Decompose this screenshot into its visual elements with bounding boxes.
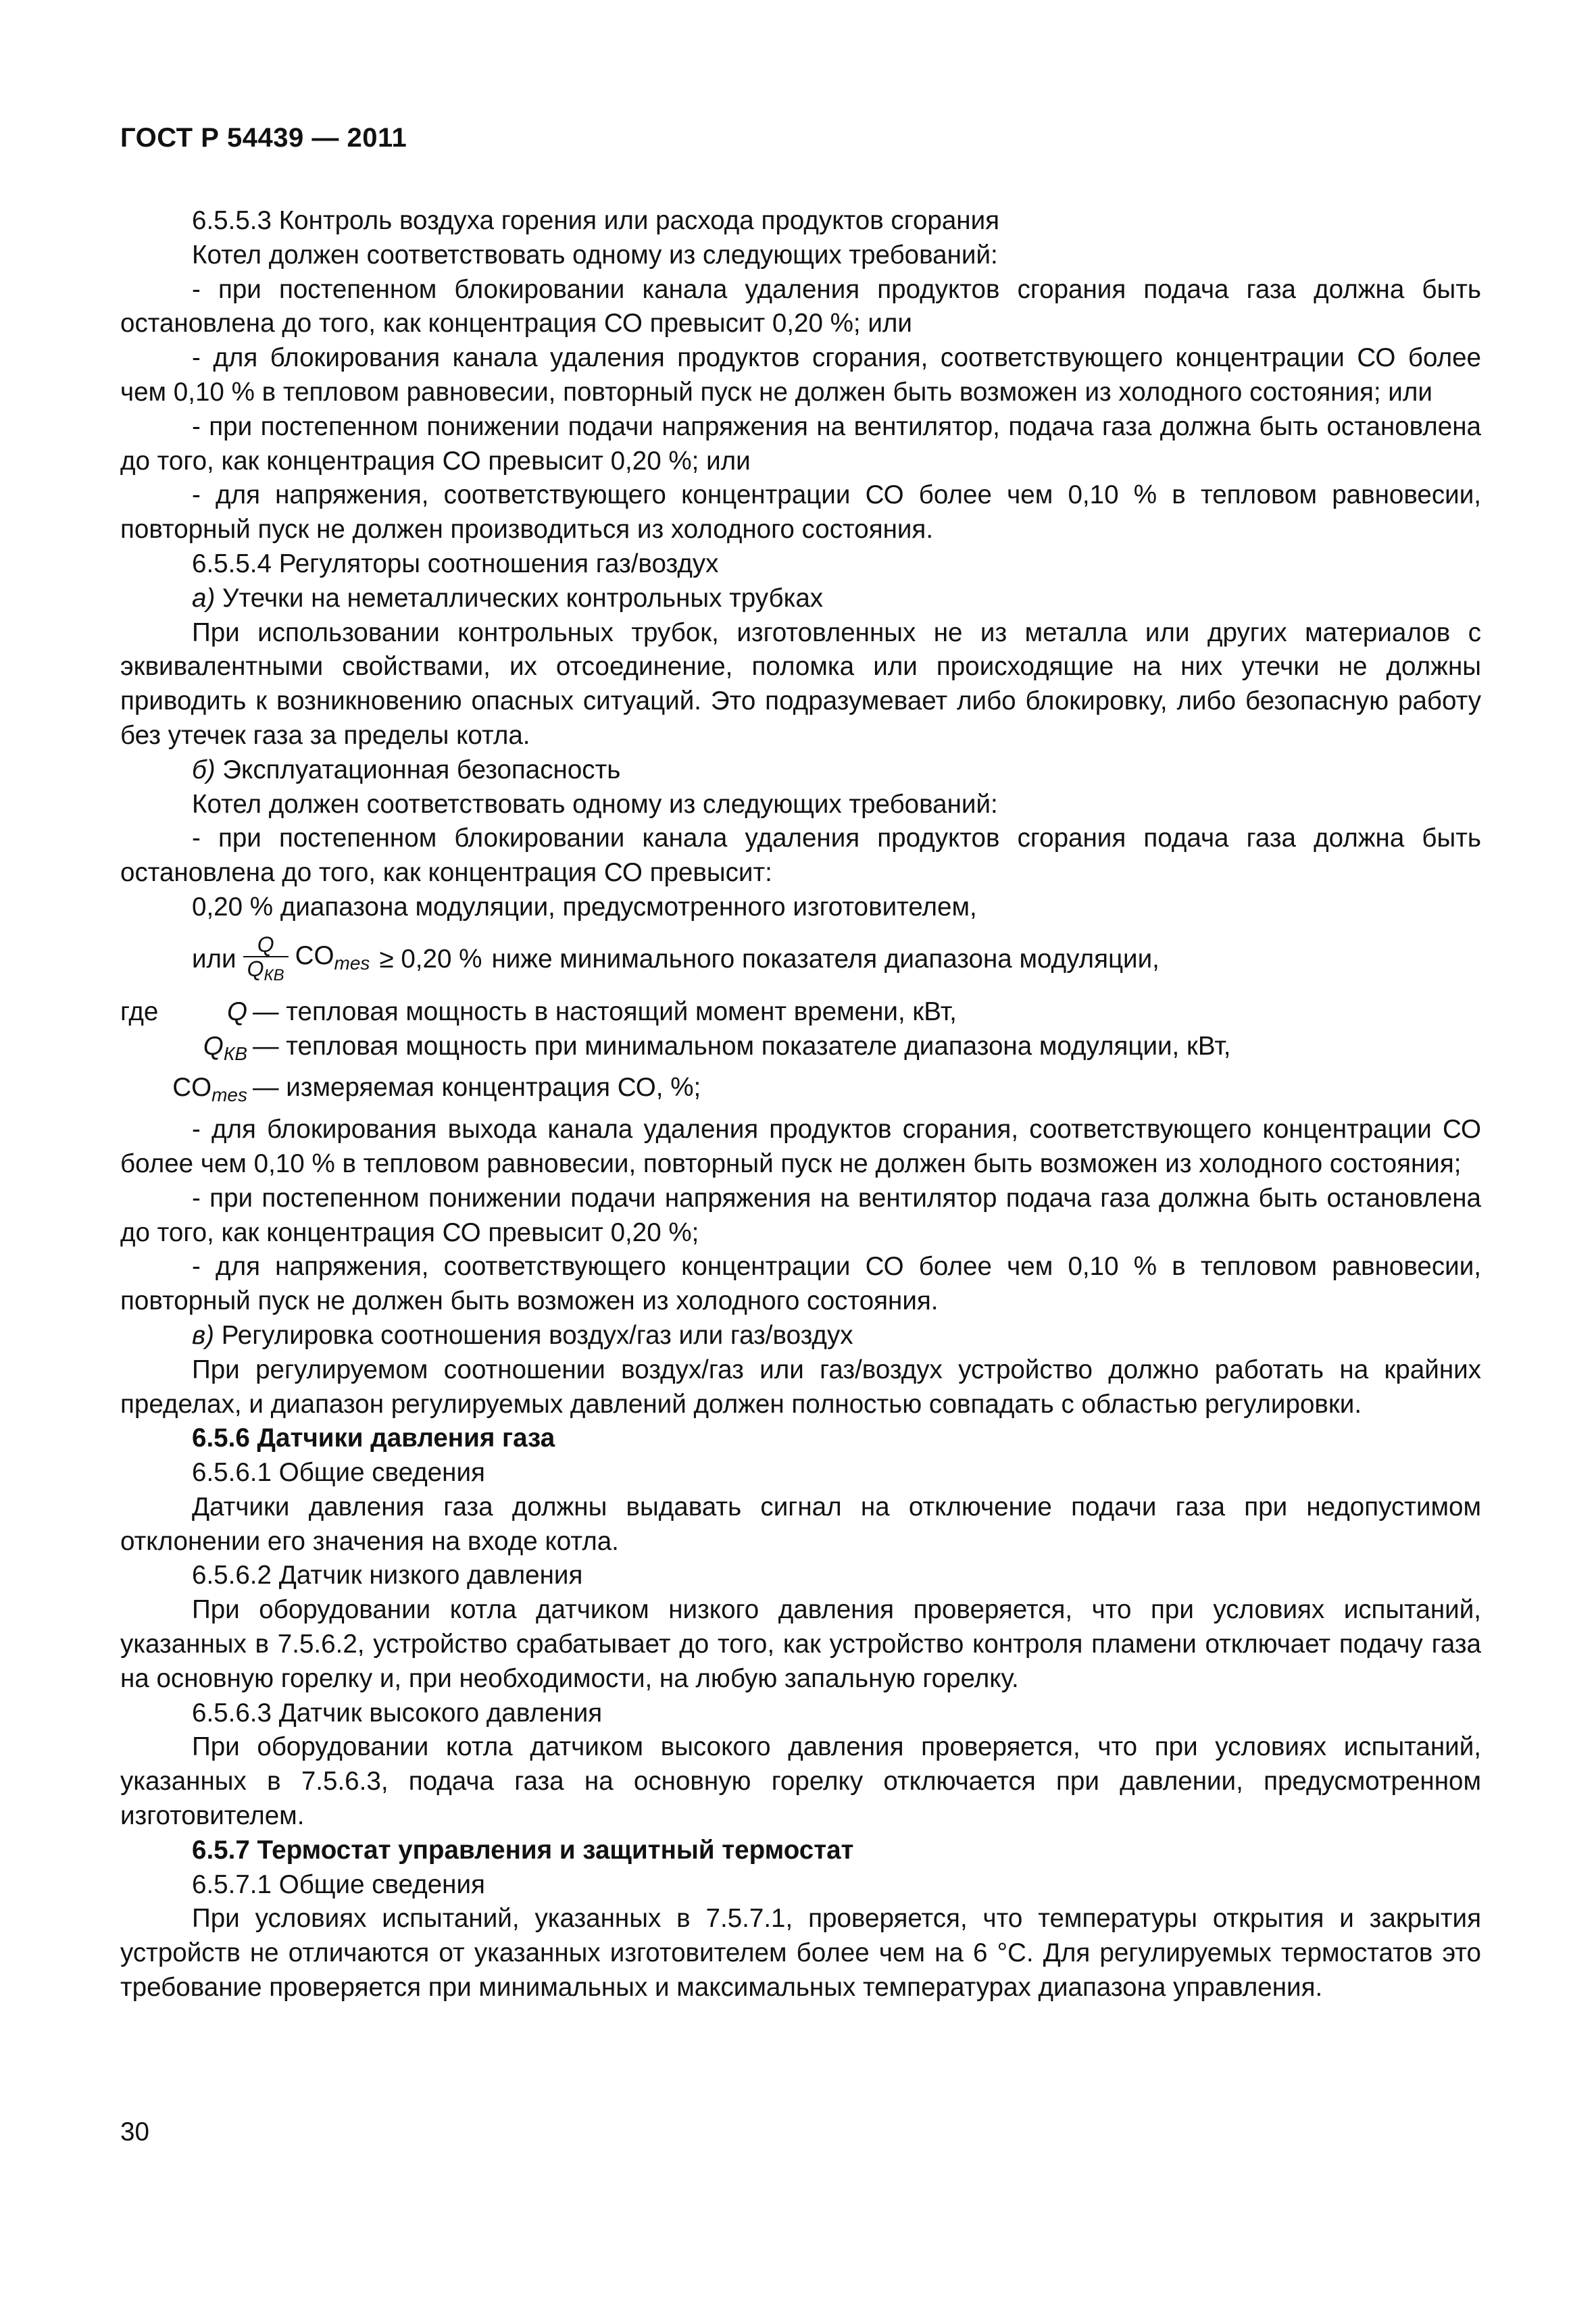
list-item: - при постепенном понижении подачи напряжения на вентилятор, подача газа должна быть остановлена до того, как концентрация СО превысит 0,20 %; или bbox=[120, 411, 1481, 476]
subclause-heading: б) Эксплуатационная безопасность bbox=[192, 755, 621, 784]
formula-prefix: или bbox=[192, 945, 236, 974]
definition-symbol: $CO_{mes}$ bbox=[172, 1073, 247, 1106]
subclause-marker: в) bbox=[192, 1320, 214, 1350]
paragraph: При использовании контрольных трубок, изготовленных не из металла или других материалов с эквивалентными свойствами, их отсоединение, поломка или происходящие на них утечки не должны приводить к возникновению опасных ситуаций. Это подразумевает либо блокировку, либо безопасную работу без утечек газа за пределы котла. bbox=[120, 618, 1481, 750]
paragraph: 0,20 % диапазона модуляции, предусмотренного изготовителем, bbox=[192, 892, 977, 922]
document-header: ГОСТ Р 54439 — 2011 bbox=[120, 123, 407, 153]
section-heading: 6.5.7 Термостат управления и защитный термостат bbox=[192, 1835, 854, 1865]
list-item: - для напряжения, соответствующего концентрации СО более чем 0,10 % в тепловом равновесии, повторный пуск не должен быть возможен из холодного состояния. bbox=[120, 1252, 1481, 1316]
definition-text: — тепловая мощность при минимальном показателе диапазона модуляции, кВт, bbox=[253, 1031, 1231, 1061]
clause-heading: 6.5.6.2 Датчик низкого давления bbox=[192, 1561, 583, 1590]
section-heading: 6.5.6 Датчики давления газа bbox=[192, 1424, 555, 1453]
clause-heading: 6.5.5.4 Регуляторы соотношения газ/воздух bbox=[192, 549, 719, 578]
formula-co: $CO_{mes}$ bbox=[295, 940, 370, 974]
list-item: - для напряжения, соответствующего концентрации СО более чем 0,10 % в тепловом равновесии, повторный пуск не должен производиться из холодного состояния. bbox=[120, 480, 1481, 545]
paragraph: Котел должен соответствовать одному из следующих требований: bbox=[192, 789, 998, 819]
fraction-denominator: $Q_{КВ}$ bbox=[243, 956, 289, 987]
subclause-heading: в) Регулировка соотношения воздух/газ или газ/воздух bbox=[192, 1320, 853, 1350]
page-number: 30 bbox=[120, 2117, 149, 2146]
paragraph: При регулируемом соотношении воздух/газ или газ/воздух устройство должно работать на крайних пределах, и диапазон регулируемых давлений должен полностью совпадать с областью регулировки. bbox=[120, 1355, 1481, 1419]
list-item: - при постепенном понижении подачи напряжения на вентилятор подача газа должна быть остановлена до того, как концентрация СО превысит 0,20 %; bbox=[120, 1183, 1481, 1247]
fraction bbox=[243, 933, 289, 987]
clause-heading: 6.5.5.3 Контроль воздуха горения или расхода продуктов сгорания bbox=[192, 206, 1000, 235]
subclause-marker: а) bbox=[192, 583, 216, 613]
paragraph: При оборудовании котла датчиком высокого давления проверяется, что при условиях испытаний, указанных в 7.5.6.3, подача газа на основную горелку отключается при давлении, предусмотренном изготовителем. bbox=[120, 1732, 1481, 1831]
list-item: - при постепенном блокировании канала удаления продуктов сгорания подача газа должна быть остановлена до того, как концентрация СО превысит: bbox=[120, 824, 1481, 888]
document-body bbox=[120, 204, 1481, 2005]
paragraph: При условиях испытаний, указанных в 7.5.7.1, проверяется, что температуры открытия и закрытия устройств не отличаются от указанных изготовителем более чем на 6 °С. Для регулируемых термостатов это требование проверяется при минимальных и максимальных температурах диапазона управления. bbox=[120, 1904, 1481, 2003]
list-item: - для блокирования выхода канала удаления продуктов сгорания, соответствующего концентрации СО более чем 0,10 % в тепловом равновесии, повторный пуск не должен быть возможен из холодного состояния; bbox=[120, 1115, 1481, 1178]
subclause-heading: а) Утечки на неметаллических контрольных трубках bbox=[192, 583, 824, 613]
formula bbox=[120, 928, 1481, 992]
list-item: - для блокирования канала удаления продуктов сгорания, соответствующего концентрации СО более чем 0,10 % в тепловом равновесии, повторный пуск не должен быть возможен из холодного состояния; или bbox=[120, 343, 1481, 407]
symbol-definitions bbox=[120, 995, 1481, 1113]
definition-text: — измеряемая концентрация СО, %; bbox=[253, 1073, 701, 1103]
subclause-marker: б) bbox=[192, 755, 216, 784]
clause-heading: 6.5.6.3 Датчик высокого давления bbox=[192, 1698, 603, 1728]
definition-symbol: $Q_{КВ}$ bbox=[203, 1031, 247, 1064]
paragraph: Котел должен соответствовать одному из следующих требований: bbox=[192, 240, 998, 270]
definition-symbol: где Q bbox=[120, 997, 247, 1026]
paragraph: Датчики давления газа должны выдавать сигнал на отключение подачи газа при недопустимом отклонении его значения на входе котла. bbox=[120, 1492, 1481, 1556]
clause-heading: 6.5.6.1 Общие сведения bbox=[192, 1458, 485, 1488]
formula-suffix: ниже минимального показателя диапазона модуляции, bbox=[491, 945, 1159, 974]
clause-heading: 6.5.7.1 Общие сведения bbox=[192, 1869, 485, 1899]
definition-text: — тепловая мощность в настоящий момент времени, кВт, bbox=[253, 997, 957, 1026]
list-item: - при постепенном блокировании канала удаления продуктов сгорания подача газа должна быть остановлена до того, как концентрация СО превысит 0,20 %; или bbox=[120, 274, 1481, 338]
formula-relation: ≥ 0,20 % bbox=[379, 945, 482, 974]
paragraph: При оборудовании котла датчиком низкого давления проверяется, что при условиях испытаний, указанных в 7.5.6.2, устройство срабатывает до того, как устройство контроля пламени отключает подачу газа на основную горелку и, при необходимости, на любую запальную горелку. bbox=[120, 1595, 1481, 1693]
fraction-numerator: Q bbox=[257, 932, 274, 957]
